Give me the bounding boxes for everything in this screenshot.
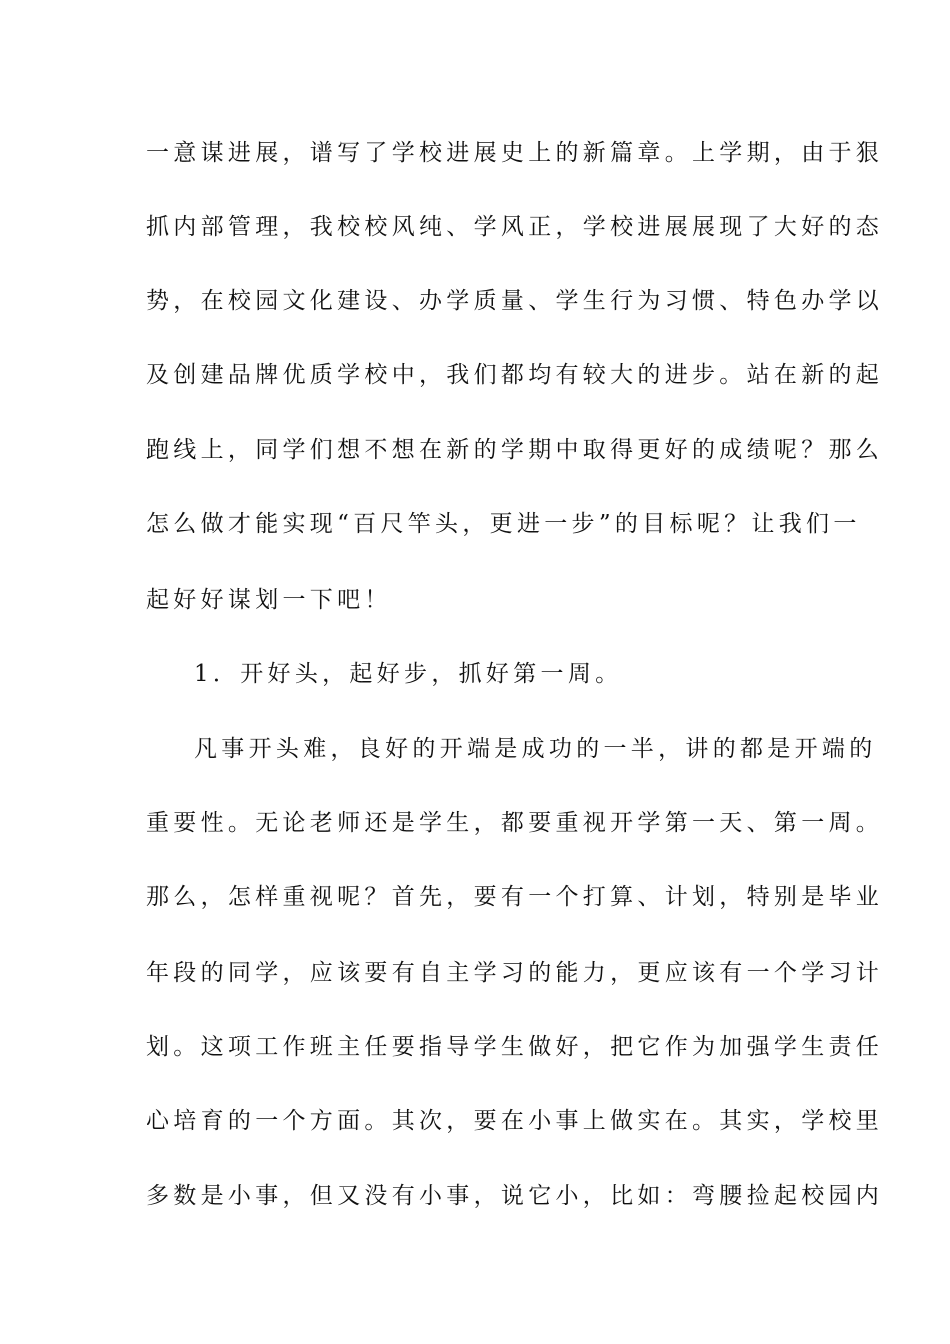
section-heading: 1．开好头，起好步，抓好第一周。 <box>194 661 623 687</box>
paragraph-line: 心培育的一个方面。其次，要在小事上做实在。其实，学校里 <box>146 1108 884 1134</box>
paragraph-line: 势，在校园文化建设、办学质量、学生行为习惯、特色办学以 <box>146 288 884 314</box>
paragraph-line: 抓内部管理，我校校风纯、学风正，学校进展展现了大好的态 <box>146 214 884 240</box>
paragraph-line: 跑线上，同学们想不想在新的学期中取得更好的成绩呢？那么 <box>146 437 884 463</box>
paragraph-line: 凡事开头难，良好的开端是成功的一半，讲的都是开端的 <box>194 736 877 762</box>
paragraph-line: 年段的同学，应该要有自主学习的能力，更应该有一个学习计 <box>146 960 884 986</box>
paragraph-line: 怎么做才能实现“百尺竿头，更进一步”的目标呢？让我们一 <box>146 511 861 537</box>
paragraph-line: 划。这项工作班主任要指导学生做好，把它作为加强学生责任 <box>146 1034 884 1060</box>
paragraph-line: 重要性。无论老师还是学生，都要重视开学第一天、第一周。 <box>146 810 884 836</box>
paragraph-line: 及创建品牌优质学校中，我们都均有较大的进步。站在新的起 <box>146 362 884 388</box>
paragraph-line: 一意谋进展，谱写了学校进展史上的新篇章。上学期，由于狠 <box>146 140 884 166</box>
paragraph-line: 起好好谋划一下吧！ <box>146 587 392 613</box>
paragraph-line: 多数是小事，但又没有小事，说它小，比如：弯腰捡起校园内 <box>146 1183 884 1209</box>
paragraph-line: 那么，怎样重视呢？首先，要有一个打算、计划，特别是毕业 <box>146 884 884 910</box>
